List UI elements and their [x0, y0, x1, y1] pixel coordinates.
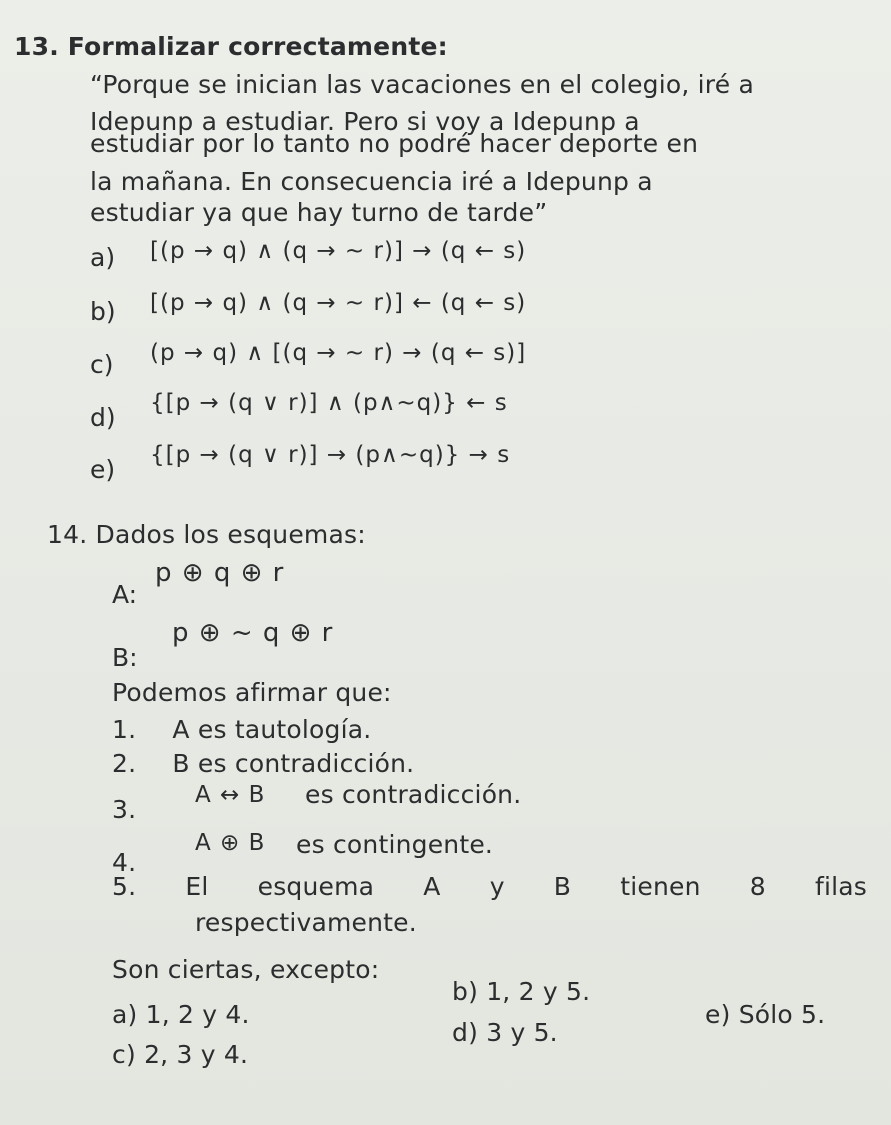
statement-2-text: B es contradicción. [172, 749, 415, 778]
q14-statement-3-formula: A ↔ B [195, 782, 266, 808]
q14-scheme-b-label: B: [112, 643, 138, 672]
q13-option-c-label: c) [90, 350, 114, 379]
q14-answer-a [112, 1000, 250, 1029]
q13-option-e-label: e) [90, 455, 116, 484]
q14-answer-e [705, 1000, 825, 1029]
q14-statement-1 [112, 715, 371, 744]
answer-b-text: 1, 2 y 5. [486, 977, 591, 1006]
q13-text-line-5: estudiar ya que hay turno de tarde” [90, 198, 548, 227]
answer-a-text: 1, 2 y 4. [145, 1000, 250, 1029]
answer-c-label: c) [112, 1040, 136, 1069]
q13-text-line-3: estudiar por lo tanto no podré hacer deporte en [90, 129, 699, 158]
q13-text-line-4: la mañana. En consecuencia iré a Idepunp a [90, 167, 653, 196]
answer-a-label: a) [112, 1000, 138, 1029]
q14-statement-5 [112, 872, 867, 901]
q13-option-b-formula: [(p → q) ∧ (q → ~ r)] ← (q ← s) [150, 290, 527, 316]
q14-statement-2 [112, 749, 414, 778]
q13-option-d-formula: {[p → (q ∨ r)] ∧ (p∧~q)} ← s [150, 390, 508, 416]
statement-5-word: esquema [257, 872, 375, 901]
q13-text-line-1: “Porque se inician las vacaciones en el colegio, iré a [90, 70, 754, 99]
q14-statement-3-number: 3. [112, 795, 137, 824]
answer-d-text: 3 y 5. [486, 1018, 558, 1047]
statement-5-word: El [185, 872, 209, 901]
q14-answer-b [452, 977, 590, 1006]
q13-option-c-formula: (p → q) ∧ [(q → ~ r) → (q ← s)] [150, 340, 527, 366]
statement-5-word: 8 [749, 872, 766, 901]
q14-scheme-b-formula: p ⊕ ~ q ⊕ r [172, 618, 334, 648]
statement-2-number: 2. [112, 749, 137, 778]
statement-5-word: B [553, 872, 572, 901]
q14-statement-4-text: es contingente. [296, 830, 494, 859]
answer-b-label: b) [452, 977, 479, 1006]
answer-c-text: 2, 3 y 4. [144, 1040, 249, 1069]
q14-statement-5-continuation: respectivamente. [195, 908, 417, 937]
statement-1-text: A es tautología. [172, 715, 372, 744]
statement-5-word: filas [814, 872, 867, 901]
q14-statement-3-text: es contradicción. [305, 780, 522, 809]
statement-1-number: 1. [112, 715, 137, 744]
q14-statement-4-number: 4. [112, 848, 137, 877]
q13-text-line-2-content: Idepunp a estudiar. Pero si voy a Idepunp a [90, 107, 640, 136]
answer-e-label: e) [705, 1000, 731, 1029]
q13-option-d-label: d) [90, 403, 116, 432]
q14-scheme-a-formula: p ⊕ q ⊕ r [155, 558, 285, 588]
q13-option-a-formula: [(p → q) ∧ (q → ~ r)] → (q ← s) [150, 238, 527, 264]
q14-title: 14. Dados los esquemas: [47, 520, 366, 549]
statement-5-word: A [423, 872, 441, 901]
q13-option-b-label: b) [90, 297, 116, 326]
q14-statement-4-formula: A ⊕ B [195, 830, 266, 856]
q14-scheme-a-label: A: [112, 580, 138, 609]
q14-answer-d [452, 1018, 558, 1047]
statement-5-number: 5. [112, 872, 137, 901]
q13-title: 13. Formalizar correctamente: [14, 32, 448, 61]
statement-5-word: tienen [620, 872, 701, 901]
statement-5-word: y [489, 872, 505, 901]
q14-prompt: Podemos afirmar que: [112, 678, 392, 707]
q14-question: Son ciertas, excepto: [112, 955, 380, 984]
answer-e-text: Sólo 5. [738, 1000, 826, 1029]
answer-d-label: d) [452, 1018, 479, 1047]
q13-option-e-formula: {[p → (q ∨ r)] → (p∧~q)} → s [150, 442, 511, 468]
q14-answer-c [112, 1040, 248, 1069]
q13-option-a-label: a) [90, 243, 116, 272]
